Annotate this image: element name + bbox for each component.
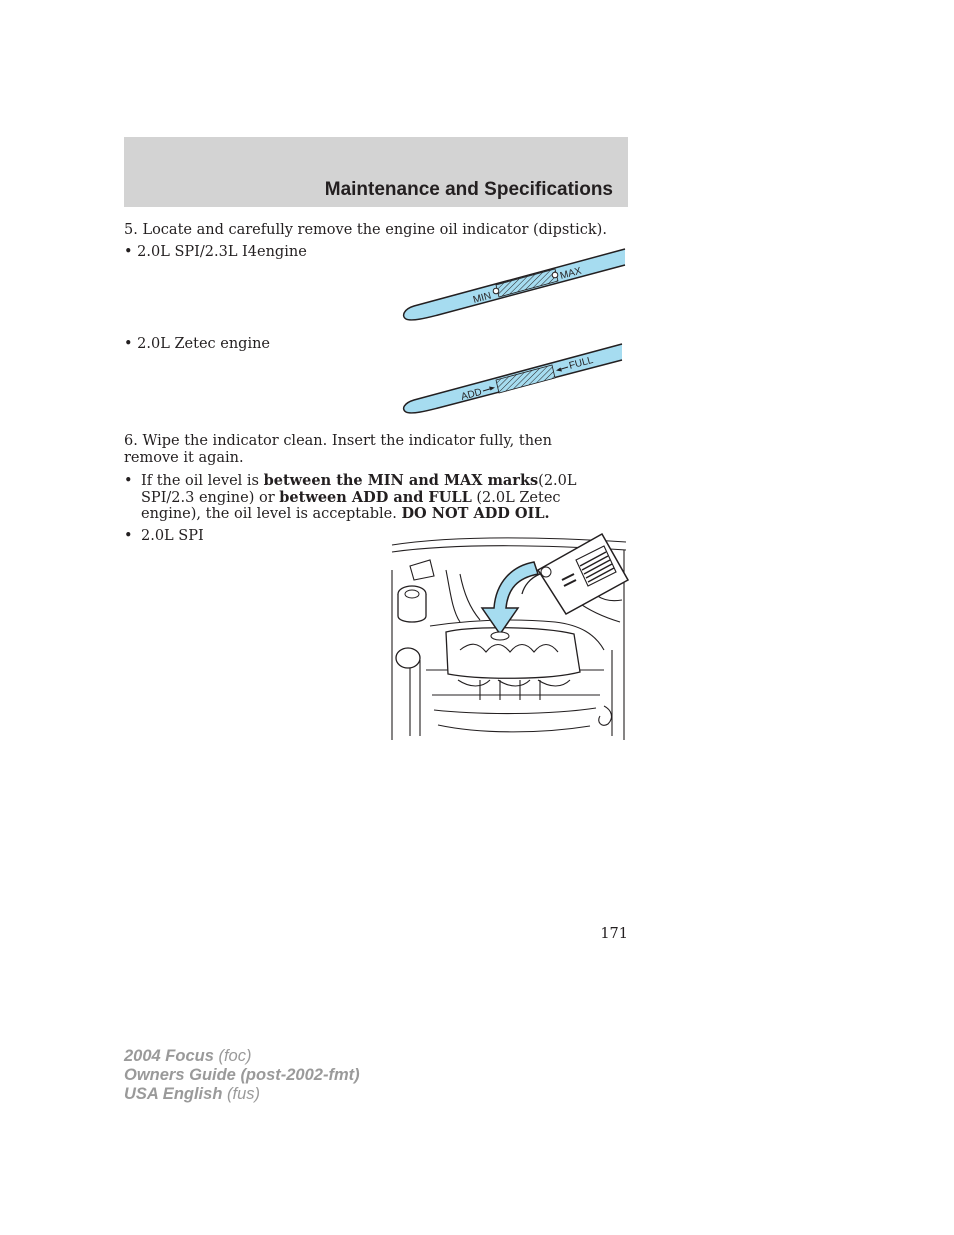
min-mark-label: MIN (471, 290, 493, 306)
bullet-spi-2-3-engine: • 2.0L SPI/2.3L I4engine (124, 244, 307, 260)
max-mark-label: MAX (558, 265, 583, 282)
document-footer (124, 1047, 360, 1104)
footer-language-code: (fus) (222, 1085, 260, 1103)
add-mark-label: ADD (459, 386, 484, 403)
section-header-band (124, 137, 628, 207)
footer-line-guide (124, 1066, 360, 1085)
dipstick-add-full-figure (400, 338, 628, 418)
full-mark-label: FULL (567, 354, 595, 372)
oil-level-text-1: If the oil level is (141, 473, 264, 489)
footer-guide: Owners Guide (post-2002-fmt) (124, 1066, 360, 1084)
bullet-zetec-engine: • 2.0L Zetec engine (124, 336, 271, 352)
dipstick-min-max-figure (400, 245, 628, 325)
oil-level-text-2: (2.0L SPI/2.3 engine) or (141, 473, 577, 506)
min-max-emphasis: between the MIN and MAX marks (263, 472, 539, 489)
bullet-marker: • (124, 528, 133, 544)
oil-level-bullet (124, 473, 599, 523)
engine-oil-check-illustration (390, 530, 630, 742)
oil-filler-cap (396, 586, 426, 668)
add-full-emphasis: between ADD and FULL (279, 488, 472, 506)
page-number: 171 (600, 926, 628, 942)
engine-cover (446, 628, 580, 686)
footer-language: USA English (124, 1085, 223, 1103)
bullet-marker: • (124, 473, 133, 489)
do-not-add-oil-warning: DO NOT ADD OIL. (401, 505, 550, 522)
step-6-text: 6. Wipe the indicator clean. Insert the indicator fully, then remove it again. (124, 433, 552, 466)
pour-arrow-icon (482, 562, 538, 634)
dipstick-blade (404, 249, 625, 320)
footer-model-code: (foc) (213, 1047, 252, 1065)
oil-level-text-3: (2.0L Zetec engine), the oil level is acceptable. (141, 489, 561, 522)
footer-line-model (124, 1047, 360, 1066)
oil-filler-opening (491, 632, 509, 640)
footer-model: 2004 Focus (124, 1047, 214, 1065)
spi-bullet-text: 2.0L SPI (141, 528, 204, 544)
step-5-text: 5. Locate and carefully remove the engine oil indicator (dipstick). (124, 222, 607, 238)
dipstick-blade (404, 344, 622, 413)
section-title: Maintenance and Specifications (324, 179, 613, 200)
footer-line-language (124, 1085, 360, 1104)
spi-bullet (124, 528, 324, 545)
